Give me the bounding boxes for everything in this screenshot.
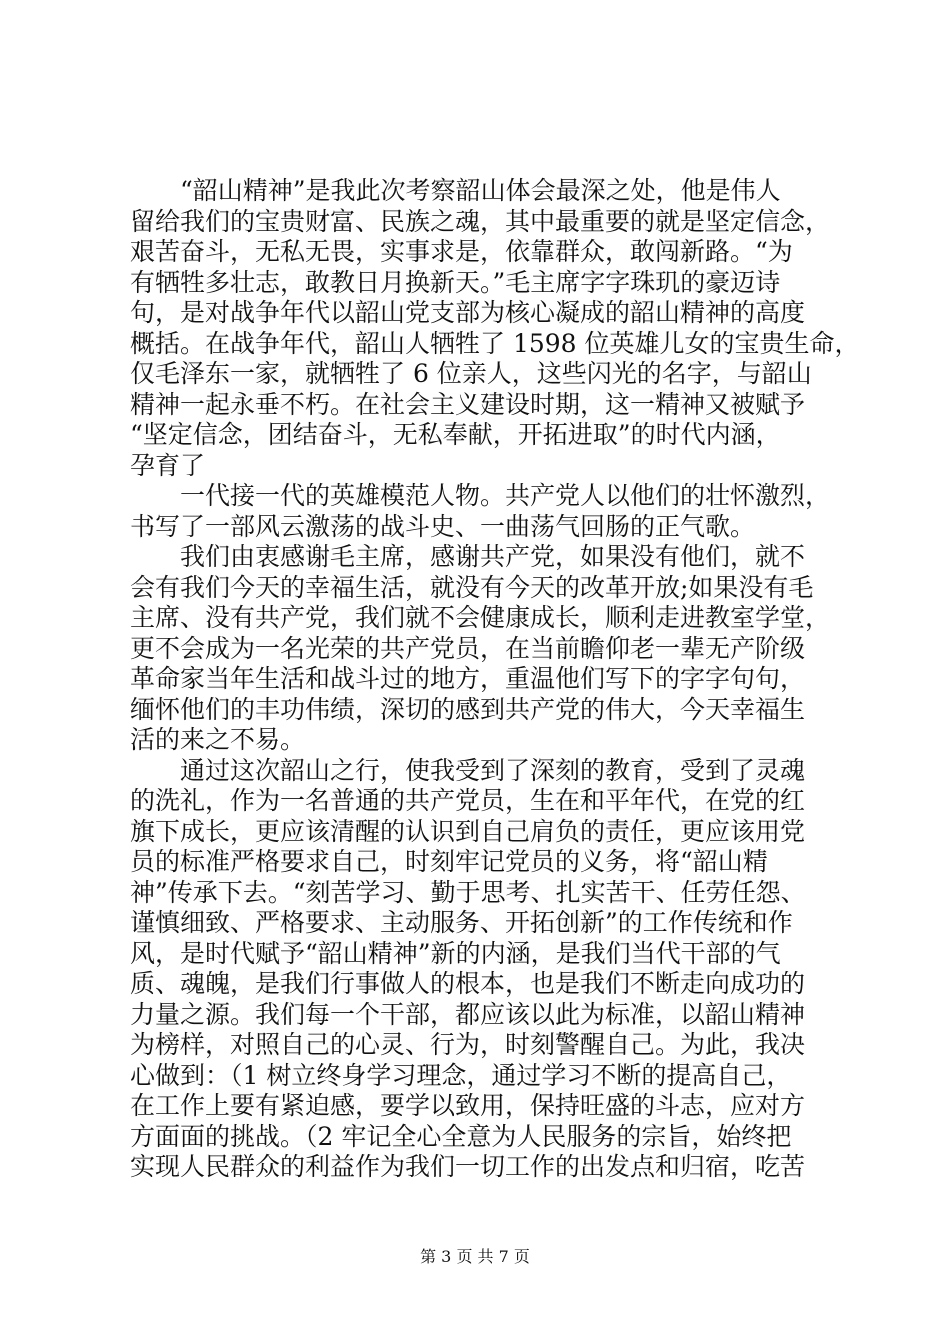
text-line: 更不会成为一名光荣的共产党员，在当前瞻仰老一辈无产阶级 <box>130 633 806 663</box>
text-line: 谨慎细致、严格要求、主动服务、开拓创新”的工作传统和作 <box>130 908 793 937</box>
text-line: 活的来之不易。 <box>130 725 306 754</box>
text-line: 质、魂魄，是我们行事做人的根本，也是我们不断走向成功的 <box>130 969 806 998</box>
text-line: 我们由衷感谢毛主席，感谢共产党，如果没有他们，就不 <box>130 542 806 571</box>
text-line: 主席、没有共产党，我们就不会健康成长，顺利走进教室学堂， <box>130 603 831 632</box>
text-line: 艰苦奋斗，无私无畏，实事求是，依靠群众，敢闯新路。“为 <box>130 237 793 266</box>
text-line: “坚定信念，团结奋斗，无私奉献，开拓进取”的时代内涵， <box>130 420 781 449</box>
page-footer: 第 3 页 共 7 页 <box>420 1247 530 1266</box>
text-line: “韶山精神”是我此次考察韶山体会最深之处，他是伟人 <box>130 176 781 205</box>
text-line: 精神一起永垂不朽。在社会主义建设时期，这一精神又被赋予 <box>130 389 806 419</box>
text-line: 心做到：（1 树立终身学习理念，通过学习不断的提高自己， <box>130 1060 792 1090</box>
text-line: 孕育了 <box>130 450 206 480</box>
text-line: 通过这次韶山之行，使我受到了深刻的教育，受到了灵魂 <box>130 755 806 785</box>
text-line: 风，是时代赋予“韶山精神”新的内涵，是我们当代干部的气 <box>130 938 781 968</box>
text-line: 概括。在战争年代，韶山人牺牲了 1598 位英雄儿女的宝贵生命， <box>130 328 860 358</box>
text-line: 革命家当年生活和战斗过的地方，重温他们写下的字字句句， <box>130 664 806 693</box>
text-line: 神”传承下去。“刻苦学习、勤于思考、扎实苦干、任劳任怨、 <box>130 877 806 907</box>
text-line: 会有我们今天的幸福生活，就没有今天的改革开放;如果没有毛 <box>130 572 814 602</box>
body-text <box>130 176 860 1183</box>
text-line: 力量之源。我们每一个干部，都应该以此为标准，以韶山精神 <box>130 999 806 1029</box>
text-line: 句，是对战争年代以韶山党支部为核心凝成的韶山精神的高度 <box>130 298 806 327</box>
text-line: 旗下成长，更应该清醒的认识到自己肩负的责任，更应该用党 <box>130 816 806 846</box>
text-line: 的洗礼，作为一名普通的共产党员，生在和平年代，在党的红 <box>130 786 806 815</box>
text-line: 有牺牲多壮志，敢教日月换新天。”毛主席字字珠玑的豪迈诗 <box>130 267 781 297</box>
text-line: 缅怀他们的丰功伟绩，深切的感到共产党的伟大，今天幸福生 <box>130 694 806 724</box>
text-line: 为榜样，对照自己的心灵、行为，时刻警醒自己。为此，我决 <box>130 1030 806 1059</box>
text-line: 方面面的挑战。（2 牢记全心全意为人民服务的宗旨，始终把 <box>130 1121 792 1151</box>
text-line: 在工作上要有紧迫感，要学以致用，保持旺盛的斗志，应对方 <box>130 1091 806 1120</box>
text-line: 一代接一代的英雄模范人物。共产党人以他们的壮怀激烈， <box>130 481 831 510</box>
text-line: 仅毛泽东一家，就牺牲了 6 位亲人，这些闪光的名字，与韶山 <box>130 359 812 388</box>
text-line: 员的标准严格要求自己，时刻牢记党员的义务，将“韶山精 <box>130 847 768 876</box>
text-line: 书写了一部风云激荡的战斗史、一曲荡气回肠的正气歌。 <box>130 511 756 541</box>
text-line: 实现人民群众的利益作为我们一切工作的出发点和归宿，吃苦 <box>130 1152 806 1181</box>
text-line: 留给我们的宝贵财富、民族之魂，其中最重要的就是坚定信念， <box>130 206 831 236</box>
